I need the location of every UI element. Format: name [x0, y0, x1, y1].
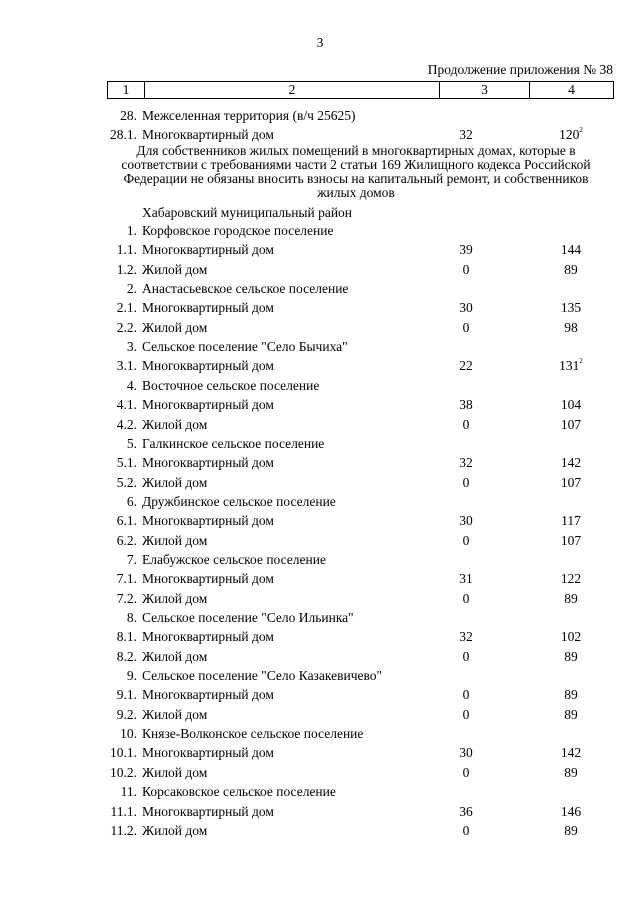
- table-row: [0, 473, 640, 492]
- row-number: 1.1.: [116, 242, 137, 258]
- row-number: 9.2.: [116, 706, 137, 722]
- header-col-4: 4: [530, 82, 614, 99]
- row-name: Дружбинское сельское поселение: [142, 493, 336, 509]
- row-name: Многоквартирный дом: [142, 455, 274, 471]
- table-row: [0, 802, 640, 821]
- row-value-4: 98: [564, 319, 578, 335]
- row-number: 1.: [126, 223, 137, 238]
- table-row: [0, 415, 640, 434]
- row-value-3: 0: [462, 474, 470, 490]
- table-row: [0, 298, 640, 317]
- table-row: [0, 608, 640, 627]
- table-row: [0, 376, 640, 395]
- table-row: [0, 763, 640, 782]
- continuation-label: Продолжение приложения № 38: [427, 62, 613, 77]
- row-name: Жилой дом: [142, 319, 208, 335]
- row-value-3: 0: [462, 822, 470, 838]
- row-value-4: 107: [560, 474, 582, 490]
- row-name: Жилой дом: [142, 822, 208, 838]
- row-number: 8.: [126, 610, 137, 625]
- table-row: [0, 125, 640, 144]
- table-row: [0, 821, 640, 840]
- row-name: Многоквартирный дом: [142, 127, 274, 142]
- table-row: [0, 240, 640, 259]
- header-col-3: 3: [440, 82, 530, 99]
- row-value-4: 122: [560, 571, 582, 587]
- row-name: Жилой дом: [142, 474, 208, 490]
- row-value-3: 30: [459, 745, 473, 761]
- row-value-3: 0: [462, 532, 470, 548]
- row-number: 6.2.: [116, 532, 137, 548]
- row-value-3: 22: [459, 358, 473, 374]
- row-value-4: 89: [564, 590, 578, 606]
- row-name: Многоквартирный дом: [142, 687, 274, 703]
- table-row: [0, 106, 640, 125]
- row-value-3: 0: [462, 764, 470, 780]
- row-value-4: 89: [564, 648, 578, 664]
- row-name: Князе-Волконское сельское поселение: [142, 726, 364, 742]
- row-number: 5.1.: [116, 455, 137, 471]
- row-value-3: 32: [459, 629, 473, 645]
- row-value-4: 89: [564, 764, 578, 780]
- row-name: Многоквартирный дом: [142, 242, 274, 258]
- row-name: Многоквартирный дом: [142, 300, 274, 316]
- table-row: [0, 434, 640, 453]
- row-number: 2.2.: [116, 319, 137, 335]
- row-name: Жилой дом: [142, 532, 208, 548]
- row-name: Сельское поселение "Село Ильинка": [142, 610, 354, 625]
- row-value-3: 0: [462, 416, 470, 432]
- row-number: 4.: [126, 377, 137, 393]
- row-name: Многоквартирный дом: [142, 397, 274, 413]
- row-number: 11.2.: [110, 822, 137, 838]
- row-name: Многоквартирный дом: [142, 745, 274, 761]
- row-number: 3.1.: [116, 358, 137, 374]
- row-number: 2.1.: [116, 300, 137, 316]
- row-value-3: 30: [459, 300, 473, 316]
- row-value-4: 89: [564, 261, 578, 277]
- row-name: Многоквартирный дом: [142, 513, 274, 529]
- table-row: [0, 221, 640, 240]
- row-number: 6.1.: [116, 513, 137, 529]
- table-row: [0, 685, 640, 704]
- row-number: 5.2.: [116, 474, 137, 490]
- table-row: [0, 356, 640, 375]
- row-name: Жилой дом: [142, 261, 208, 277]
- row-number: 10.2.: [110, 764, 137, 780]
- table-row: [0, 260, 640, 279]
- row-value-3: 32: [459, 455, 473, 471]
- table-row: [0, 782, 640, 801]
- row-number: 9.1.: [116, 687, 137, 703]
- row-number: 5.: [126, 435, 137, 451]
- table-row: [0, 395, 640, 414]
- row-name: Анастасьевское сельское поселение: [142, 281, 349, 297]
- row-value-3: 0: [462, 590, 470, 606]
- row-value-3: 30: [459, 513, 473, 529]
- table-row: [0, 743, 640, 762]
- row-value-4: 102: [560, 629, 582, 645]
- table-row: [0, 705, 640, 724]
- row-value-3: 0: [462, 261, 470, 277]
- row-number: 6.: [126, 493, 137, 509]
- row-name: Жилой дом: [142, 590, 208, 606]
- table-header: [107, 81, 614, 99]
- row-number: 8.2.: [116, 648, 137, 664]
- row-value-3: 0: [462, 648, 470, 664]
- table-row: [0, 492, 640, 511]
- row-number: 11.: [120, 784, 137, 800]
- row-name: Жилой дом: [142, 648, 208, 664]
- row-value-3: 0: [462, 687, 470, 703]
- table-row: [0, 647, 640, 666]
- row-number: 7.: [126, 551, 137, 567]
- row-value-4: 89: [564, 822, 578, 838]
- district-title-row: [0, 203, 640, 222]
- table-row: [0, 550, 640, 569]
- table-row: [0, 589, 640, 608]
- header-col-2: 2: [145, 82, 440, 99]
- row-value-4: 117: [561, 513, 581, 529]
- row-value-4: 142: [560, 455, 582, 471]
- row-value-4: 142: [560, 745, 582, 761]
- row-value-4: 107: [560, 416, 582, 432]
- row-value-3: 31: [459, 571, 473, 587]
- section-note: Для собственников жилых помещений в многоквартирных домах, которые в соответствии с требованиями части 2 статьи 169 Жилищного кодекса Российской Федерации не обязаны вносить взносы на капитальный ремонт, и собственников жилых домов: [121, 143, 591, 200]
- row-number: 28.1.: [110, 127, 137, 142]
- table-row: [0, 453, 640, 472]
- row-value-4: $120^2$: [559, 126, 583, 142]
- row-number: 10.: [120, 726, 137, 742]
- row-name: Сельское поселение "Село Казакевичево": [142, 668, 383, 684]
- row-value-4: 89: [564, 706, 578, 722]
- table-row: [0, 569, 640, 588]
- row-number: 4.1.: [116, 397, 137, 413]
- table-row: [0, 279, 640, 298]
- page-number: 3: [316, 35, 324, 50]
- row-value-4: $131^2$: [559, 357, 583, 374]
- row-name: Елабужское сельское поселение: [142, 551, 326, 567]
- row-value-3: 0: [462, 706, 470, 722]
- row-number: 9.: [126, 668, 137, 684]
- row-number: 4.2.: [116, 416, 137, 432]
- row-name: Сельское поселение "Село Бычиха": [142, 339, 348, 355]
- row-name: Межселенная территория (в/ч 25625): [142, 108, 356, 123]
- row-name: Жилой дом: [142, 764, 208, 780]
- row-name: Многоквартирный дом: [142, 571, 274, 587]
- table-row: [0, 318, 640, 337]
- table-row: [0, 724, 640, 743]
- row-number: 3.: [126, 339, 137, 355]
- row-value-4: 89: [564, 687, 578, 703]
- row-number: 7.1.: [116, 571, 137, 587]
- row-value-3: 38: [459, 397, 473, 413]
- footnote-mark: 2: [579, 126, 583, 134]
- table-row: [0, 666, 640, 685]
- table-row: [0, 337, 640, 356]
- row-number: 28.: [120, 108, 137, 123]
- row-value-4: 107: [560, 532, 582, 548]
- row-number: 1.2.: [116, 261, 137, 277]
- row-value-3: 39: [459, 242, 473, 258]
- row-name: Галкинское сельское поселение: [142, 435, 325, 451]
- row-name: Восточное сельское поселение: [142, 377, 320, 393]
- row-name: Жилой дом: [142, 706, 208, 722]
- table-row: [0, 627, 640, 646]
- row-name: Многоквартирный дом: [142, 358, 274, 374]
- table-row: [0, 511, 640, 530]
- row-value-3: 36: [459, 803, 473, 819]
- row-number: 7.2.: [116, 590, 137, 606]
- row-value-4: 146: [560, 803, 582, 819]
- row-value-4: 135: [560, 300, 582, 316]
- row-name: Многоквартирный дом: [142, 629, 274, 645]
- row-value-4: 104: [560, 397, 582, 413]
- row-name: Жилой дом: [142, 416, 208, 432]
- district-title: Хабаровский муниципальный район: [142, 205, 353, 220]
- row-value-3: 32: [459, 127, 473, 142]
- row-number: 8.1.: [116, 629, 137, 645]
- row-number: 11.1.: [110, 803, 137, 819]
- row-value-3: 0: [462, 319, 470, 335]
- header-col-1: 1: [108, 82, 145, 99]
- row-number: 2.: [126, 281, 137, 297]
- footnote-mark: 2: [579, 357, 583, 366]
- row-name: Многоквартирный дом: [142, 803, 274, 819]
- row-name: Корфовское городское поселение: [142, 223, 334, 238]
- row-number: 10.1.: [110, 745, 137, 761]
- row-name: Корсаковское сельское поселение: [142, 784, 336, 800]
- table-row: [0, 531, 640, 550]
- row-value-4: 144: [560, 242, 582, 258]
